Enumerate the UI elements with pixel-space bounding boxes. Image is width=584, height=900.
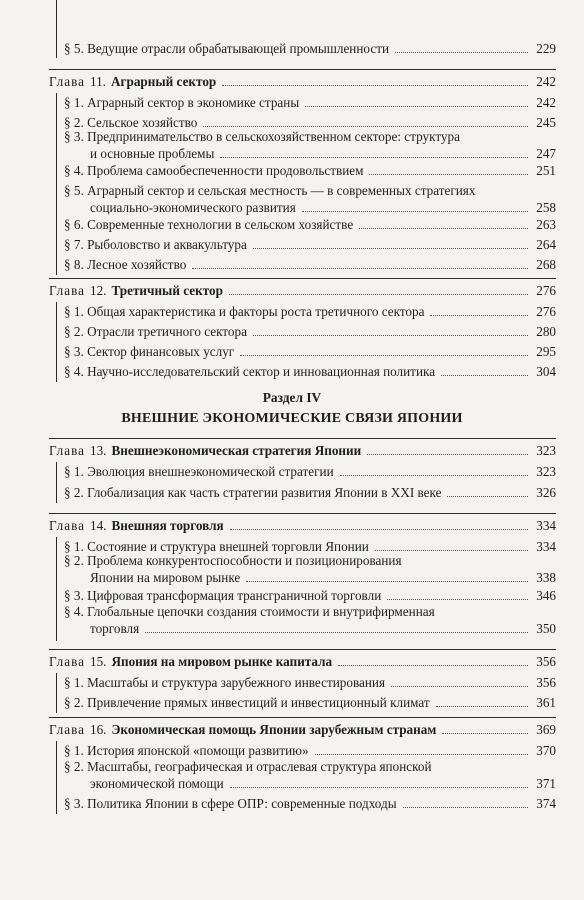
dot-leader	[253, 335, 528, 336]
page-number: 229	[536, 41, 556, 56]
page-number: 356	[536, 675, 556, 690]
paragraph-entry[interactable]	[64, 162, 556, 179]
section-title: ВНЕШНИЕ ЭКОНОМИЧЕСКИЕ СВЯЗИ ЯПОНИИ	[121, 411, 463, 426]
page-number: 245	[536, 115, 556, 130]
dot-leader	[436, 706, 528, 707]
dot-leader	[403, 807, 528, 808]
paragraph-number: § 1.	[64, 304, 88, 319]
page-number: 280	[536, 324, 556, 339]
paragraph-entry[interactable]	[64, 463, 556, 480]
paragraph-number: § 1.	[64, 675, 88, 690]
dot-leader	[229, 294, 528, 295]
paragraph-entry[interactable]	[64, 694, 556, 711]
dot-leader	[302, 211, 528, 212]
paragraph-number: § 5.	[64, 183, 88, 198]
paragraph-entry[interactable]	[64, 303, 556, 320]
toc-entry-title-line2: экономической помощи	[90, 776, 224, 791]
paragraph-entry[interactable]	[64, 343, 556, 360]
toc-entry-title: Глобальные цепочки создания стоимости и внутрифирменная	[87, 604, 435, 619]
chapter-rule	[49, 278, 556, 279]
chapter-number: 11.	[89, 74, 106, 89]
paragraph-number: § 1.	[64, 539, 88, 554]
chapter-title: Внешняя торговля	[111, 518, 224, 533]
chapter-rule	[49, 69, 556, 70]
toc-entry-title: Современные технологии в сельском хозяйстве	[87, 217, 354, 232]
page-number: 361	[536, 695, 556, 710]
dot-leader	[367, 454, 528, 455]
paragraph-entry[interactable]	[90, 620, 556, 637]
toc-entry-title: Научно-исследовательский сектор и инновационная политика	[87, 364, 436, 379]
paragraph-entry[interactable]	[64, 363, 556, 380]
paragraph-number: § 4.	[64, 163, 88, 178]
page-number: 242	[536, 74, 556, 89]
page-number: 295	[536, 344, 556, 359]
page-number: 268	[536, 257, 556, 272]
page-number: 370	[536, 743, 556, 758]
page-number: 276	[536, 304, 556, 319]
page-number: 276	[536, 283, 556, 298]
paragraph-number: § 1.	[64, 95, 88, 110]
paragraph-entry[interactable]	[90, 199, 556, 216]
paragraph-number: § 7.	[64, 237, 88, 252]
chapter-rule	[49, 717, 556, 718]
page-number: 258	[536, 200, 556, 215]
dot-leader	[369, 174, 528, 175]
toc-entry-title: Предпринимательство в сельскохозяйственном секторе: структура	[87, 129, 460, 144]
page-number: 334	[536, 518, 556, 533]
dot-leader	[220, 157, 528, 158]
paragraph-entry[interactable]	[64, 256, 556, 273]
page-number: 326	[536, 485, 556, 500]
chapter-word: Глава	[49, 443, 85, 458]
dot-leader	[395, 52, 528, 53]
dot-leader	[340, 475, 528, 476]
chapter-entry[interactable]	[49, 721, 556, 738]
dot-leader	[391, 686, 528, 687]
toc-entry-title-line2: и основные проблемы	[90, 146, 215, 161]
dot-leader	[222, 85, 528, 86]
chapter-entry[interactable]	[49, 282, 556, 299]
toc-entry-title: Привлечение прямых инвестиций и инвестиционный климат	[87, 695, 430, 710]
chapter-title: Внешнеэкономическая стратегия Японии	[111, 443, 362, 458]
page-number: 263	[536, 217, 556, 232]
chapter-bracket	[56, 462, 57, 503]
dot-leader	[305, 106, 528, 107]
chapter-title: Экономическая помощь Японии зарубежным странам	[111, 722, 437, 737]
toc-entry-title: Сектор финансовых услуг	[87, 344, 235, 359]
toc-entry-title-line1	[64, 603, 435, 620]
page-number: 242	[536, 95, 556, 110]
toc-entry-title: Ведущие отрасли обрабатывающей промышленности	[87, 41, 390, 56]
dot-leader	[375, 550, 528, 551]
dot-leader	[447, 496, 528, 497]
dot-leader	[203, 126, 528, 127]
paragraph-entry[interactable]	[64, 216, 556, 233]
chapter-bracket	[56, 537, 57, 641]
chapter-title: Япония на мировом рынке капитала	[111, 654, 333, 669]
paragraph-number: § 2.	[64, 759, 88, 774]
paragraph-number: § 5.	[64, 41, 88, 56]
paragraph-entry[interactable]	[64, 674, 556, 691]
dot-leader	[230, 787, 528, 788]
toc-entry-title: Масштабы и структура зарубежного инвестирования	[87, 675, 386, 690]
paragraph-entry[interactable]	[64, 40, 556, 57]
chapter-bracket	[56, 673, 57, 713]
paragraph-number: § 4.	[64, 364, 88, 379]
chapter-number: 12.	[89, 283, 107, 298]
chapter-entry[interactable]	[49, 442, 556, 459]
toc-entry-title-line1	[64, 552, 402, 569]
page-number: 369	[536, 722, 556, 737]
chapter-bracket	[56, 0, 57, 58]
paragraph-entry[interactable]	[64, 323, 556, 340]
toc-entry-title: Глобализация как часть стратегии развития Японии в XXI веке	[87, 485, 442, 500]
page-number: 323	[536, 443, 556, 458]
chapter-number: 16.	[89, 722, 107, 737]
paragraph-number: § 3.	[64, 129, 88, 144]
paragraph-entry[interactable]	[90, 775, 556, 792]
toc-entry-title: Масштабы, географическая и отраслевая структура японской	[87, 759, 432, 774]
chapter-number: 14.	[89, 518, 107, 533]
chapter-entry[interactable]	[49, 653, 556, 670]
paragraph-number: § 3.	[64, 796, 88, 811]
chapter-rule	[49, 649, 556, 650]
dot-leader	[230, 529, 528, 530]
chapter-word: Глава	[49, 722, 85, 737]
paragraph-number: § 3.	[64, 588, 88, 603]
paragraph-number: § 3.	[64, 344, 88, 359]
paragraph-entry[interactable]	[64, 484, 556, 501]
toc-entry-title-line2: социально-экономического развития	[90, 200, 296, 215]
page-number: 251	[536, 163, 556, 178]
paragraph-entry[interactable]	[64, 742, 556, 759]
dot-leader	[253, 248, 528, 249]
chapter-rule	[49, 438, 556, 439]
page-number: 323	[536, 464, 556, 479]
chapter-word: Глава	[49, 518, 85, 533]
paragraph-number: § 1.	[64, 743, 88, 758]
paragraph-number: § 2.	[64, 115, 88, 130]
toc-entry-title-line2: торговля	[90, 621, 140, 636]
dot-leader	[192, 268, 528, 269]
chapter-bracket	[56, 93, 57, 275]
page-number: 304	[536, 364, 556, 379]
paragraph-number: § 6.	[64, 217, 88, 232]
paragraph-number: § 4.	[64, 604, 88, 619]
chapter-word: Глава	[49, 283, 85, 298]
toc-entry-title-line1	[64, 758, 432, 775]
toc-entry-title: История японской «помощи развитию»	[87, 743, 309, 758]
page-number: 356	[536, 654, 556, 669]
dot-leader	[442, 733, 528, 734]
paragraph-number: § 2.	[64, 324, 88, 339]
toc-entry-title: Аграрный сектор и сельская местность — в современных стратегиях	[87, 183, 476, 198]
paragraph-entry[interactable]	[64, 795, 556, 812]
page-number: 247	[536, 146, 556, 161]
toc-entry-title: Проблема самообеспеченности продовольствием	[87, 163, 364, 178]
page-number: 346	[536, 588, 556, 603]
page-number: 338	[536, 570, 556, 585]
dot-leader	[145, 632, 528, 633]
chapter-bracket	[56, 741, 57, 814]
toc-entry-title: Состояние и структура внешней торговли Японии	[87, 539, 369, 554]
page-number: 334	[536, 539, 556, 554]
chapter-word: Глава	[49, 74, 85, 89]
paragraph-number: § 2.	[64, 553, 88, 568]
chapter-title: Аграрный сектор	[110, 74, 217, 89]
chapter-number: 15.	[89, 654, 107, 669]
paragraph-entry[interactable]	[90, 145, 556, 162]
chapter-entry[interactable]	[49, 73, 556, 90]
paragraph-entry[interactable]	[64, 587, 556, 604]
dot-leader	[359, 228, 528, 229]
paragraph-entry[interactable]	[90, 569, 556, 586]
page-number: 350	[536, 621, 556, 636]
page-number: 371	[536, 776, 556, 791]
toc-entry-title: Рыболовство и аквакультура	[87, 237, 247, 252]
dot-leader	[246, 581, 528, 582]
dot-leader	[240, 355, 528, 356]
toc-entry-title: Аграрный сектор в экономике страны	[87, 95, 300, 110]
toc-entry-title: Политика Японии в сфере ОПР: современные подходы	[87, 796, 397, 811]
toc-entry-title: Лесное хозяйство	[87, 257, 187, 272]
section-label: Раздел IV	[262, 390, 322, 405]
paragraph-entry[interactable]	[64, 94, 556, 111]
chapter-number: 13.	[89, 443, 107, 458]
paragraph-number: § 2.	[64, 695, 88, 710]
toc-entry-title: Эволюция внешнеэкономической стратегии	[87, 464, 334, 479]
dot-leader	[387, 599, 528, 600]
toc-entry-title: Сельское хозяйство	[87, 115, 198, 130]
dot-leader	[441, 375, 528, 376]
dot-leader	[338, 665, 528, 666]
toc-entry-title-line2: Японии на мировом рынке	[90, 570, 241, 585]
dot-leader	[315, 754, 528, 755]
paragraph-entry[interactable]	[64, 236, 556, 253]
paragraph-number: § 2.	[64, 485, 88, 500]
toc-entry-title-line1	[64, 182, 475, 199]
toc-entry-title: Отрасли третичного сектора	[87, 324, 247, 339]
paragraph-number: § 8.	[64, 257, 88, 272]
page-number: 264	[536, 237, 556, 252]
chapter-title: Третичный сектор	[111, 283, 223, 298]
toc-entry-title: Общая характеристика и факторы роста третичного сектора	[87, 304, 425, 319]
dot-leader	[430, 315, 528, 316]
chapter-rule	[49, 513, 556, 514]
toc-entry-title: Цифровая трансформация трансграничной торговли	[87, 588, 382, 603]
paragraph-number: § 1.	[64, 464, 88, 479]
chapter-bracket	[56, 302, 57, 382]
toc-entry-title-line1	[64, 128, 460, 145]
page-number: 374	[536, 796, 556, 811]
chapter-entry[interactable]	[49, 517, 556, 534]
chapter-word: Глава	[49, 654, 85, 669]
toc-entry-title: Проблема конкурентоспособности и позиционирования	[87, 553, 402, 568]
